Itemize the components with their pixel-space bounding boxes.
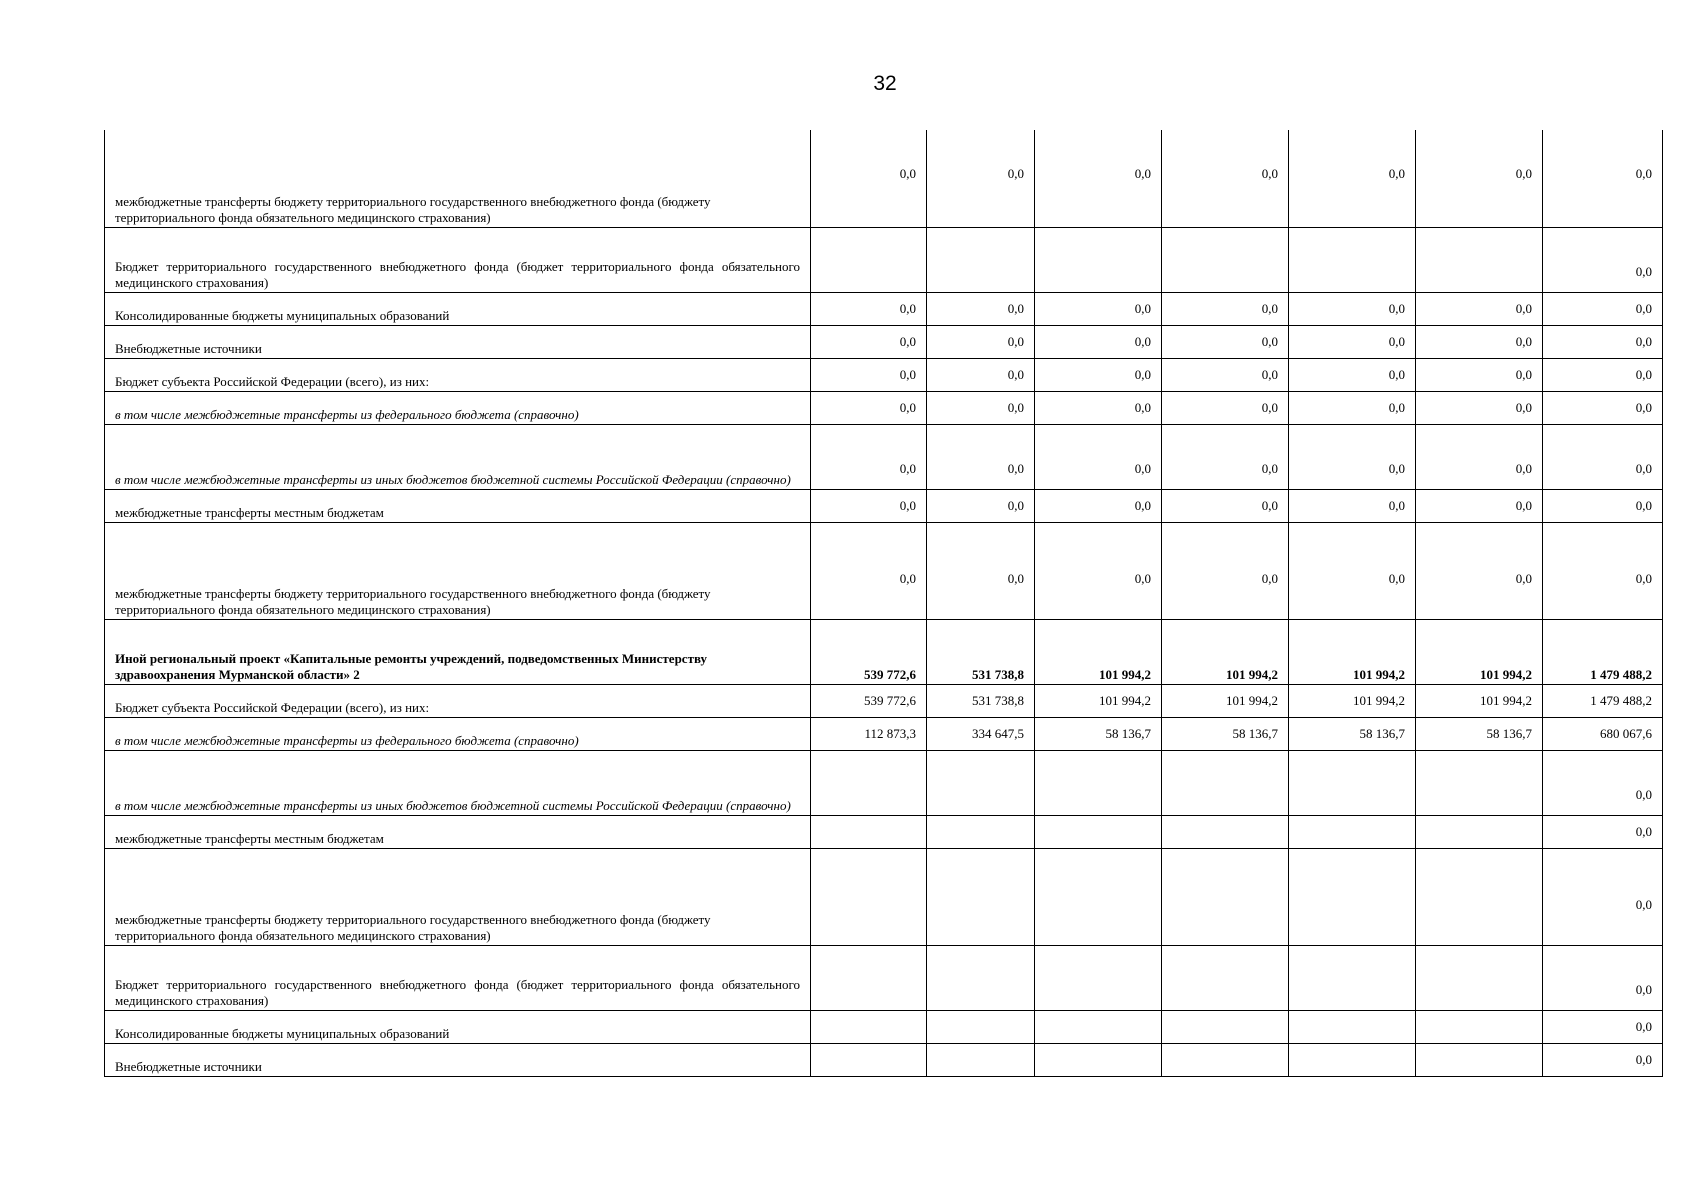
value-cell bbox=[1035, 945, 1162, 1010]
value-cell bbox=[1162, 227, 1289, 292]
value-cell: 0,0 bbox=[1035, 424, 1162, 489]
value-cell: 0,0 bbox=[1289, 325, 1416, 358]
table-row bbox=[105, 1043, 1663, 1076]
row-label: Консолидированные бюджеты муниципальных образований bbox=[105, 1010, 811, 1043]
table-row bbox=[105, 717, 1663, 750]
value-cell: 101 994,2 bbox=[1289, 684, 1416, 717]
value-cell: 0,0 bbox=[1035, 325, 1162, 358]
value-cell: 0,0 bbox=[1289, 130, 1416, 227]
row-label: Консолидированные бюджеты муниципальных образований bbox=[105, 292, 811, 325]
value-cell: 101 994,2 bbox=[1289, 619, 1416, 684]
value-cell bbox=[811, 227, 927, 292]
row-label: межбюджетные трансферты местным бюджетам bbox=[105, 815, 811, 848]
row-label: в том числе межбюджетные трансферты из федерального бюджета (справочно) bbox=[105, 717, 811, 750]
table-row bbox=[105, 325, 1663, 358]
table-row bbox=[105, 358, 1663, 391]
value-cell bbox=[811, 945, 927, 1010]
value-cell bbox=[927, 815, 1035, 848]
value-cell: 0,0 bbox=[1543, 227, 1663, 292]
value-cell bbox=[1035, 1043, 1162, 1076]
value-cell bbox=[1289, 750, 1416, 815]
value-cell: 680 067,6 bbox=[1543, 717, 1663, 750]
page-number: 32 bbox=[873, 72, 897, 95]
value-cell bbox=[927, 1010, 1035, 1043]
value-cell: 0,0 bbox=[1543, 325, 1663, 358]
row-label: межбюджетные трансферты бюджету территориального государственного внебюджетного фонда (бюджету территориального фонда обязательного медицинского страхования) bbox=[105, 848, 811, 945]
value-cell: 0,0 bbox=[1162, 325, 1289, 358]
value-cell bbox=[1035, 750, 1162, 815]
value-cell: 0,0 bbox=[1035, 292, 1162, 325]
table-row bbox=[105, 522, 1663, 619]
value-cell: 0,0 bbox=[1543, 424, 1663, 489]
value-cell: 0,0 bbox=[1289, 391, 1416, 424]
value-cell: 0,0 bbox=[1416, 130, 1543, 227]
value-cell bbox=[1162, 1010, 1289, 1043]
value-cell: 0,0 bbox=[1543, 1043, 1663, 1076]
value-cell: 0,0 bbox=[811, 325, 927, 358]
value-cell: 0,0 bbox=[1416, 325, 1543, 358]
value-cell bbox=[1289, 945, 1416, 1010]
table-row bbox=[105, 489, 1663, 522]
value-cell: 0,0 bbox=[1289, 522, 1416, 619]
value-cell bbox=[1416, 848, 1543, 945]
value-cell bbox=[1289, 815, 1416, 848]
value-cell: 101 994,2 bbox=[1416, 684, 1543, 717]
value-cell: 0,0 bbox=[1543, 848, 1663, 945]
value-cell bbox=[927, 750, 1035, 815]
value-cell: 0,0 bbox=[1162, 358, 1289, 391]
value-cell: 58 136,7 bbox=[1416, 717, 1543, 750]
value-cell: 0,0 bbox=[1035, 489, 1162, 522]
table-row bbox=[105, 815, 1663, 848]
row-label: Бюджет субъекта Российской Федерации (всего), из них: bbox=[105, 684, 811, 717]
value-cell: 0,0 bbox=[1543, 391, 1663, 424]
value-cell: 0,0 bbox=[927, 391, 1035, 424]
value-cell bbox=[1035, 848, 1162, 945]
row-label: Бюджет территориального государственного внебюджетного фонда (бюджет территориального фонда обязательного медицинского страхования) bbox=[105, 945, 811, 1010]
value-cell bbox=[1289, 1010, 1416, 1043]
value-cell bbox=[1162, 750, 1289, 815]
value-cell: 101 994,2 bbox=[1162, 684, 1289, 717]
value-cell bbox=[1035, 227, 1162, 292]
value-cell: 0,0 bbox=[1416, 391, 1543, 424]
value-cell bbox=[1416, 750, 1543, 815]
value-cell: 531 738,8 bbox=[927, 684, 1035, 717]
value-cell: 0,0 bbox=[1416, 522, 1543, 619]
value-cell: 0,0 bbox=[1543, 1010, 1663, 1043]
row-label: в том числе межбюджетные трансферты из иных бюджетов бюджетной системы Российской Федерации (справочно) bbox=[105, 424, 811, 489]
value-cell: 0,0 bbox=[1543, 815, 1663, 848]
row-label: Внебюджетные источники bbox=[105, 1043, 811, 1076]
value-cell: 58 136,7 bbox=[1035, 717, 1162, 750]
value-cell: 101 994,2 bbox=[1035, 684, 1162, 717]
value-cell: 0,0 bbox=[811, 292, 927, 325]
value-cell: 0,0 bbox=[1543, 358, 1663, 391]
budget-table bbox=[104, 130, 1663, 1077]
value-cell: 0,0 bbox=[927, 522, 1035, 619]
value-cell: 0,0 bbox=[1035, 391, 1162, 424]
value-cell: 0,0 bbox=[1416, 292, 1543, 325]
value-cell bbox=[811, 1010, 927, 1043]
value-cell bbox=[811, 848, 927, 945]
value-cell: 101 994,2 bbox=[1416, 619, 1543, 684]
row-label: межбюджетные трансферты местным бюджетам bbox=[105, 489, 811, 522]
value-cell: 0,0 bbox=[1162, 489, 1289, 522]
table-row bbox=[105, 848, 1663, 945]
table-row bbox=[105, 750, 1663, 815]
value-cell bbox=[811, 815, 927, 848]
value-cell bbox=[927, 848, 1035, 945]
value-cell: 0,0 bbox=[1543, 292, 1663, 325]
value-cell: 0,0 bbox=[1035, 130, 1162, 227]
value-cell: 0,0 bbox=[1416, 424, 1543, 489]
value-cell bbox=[927, 227, 1035, 292]
value-cell: 0,0 bbox=[811, 522, 927, 619]
value-cell: 0,0 bbox=[1035, 522, 1162, 619]
row-label: в том числе межбюджетные трансферты из иных бюджетов бюджетной системы Российской Федерации (справочно) bbox=[105, 750, 811, 815]
table-row bbox=[105, 619, 1663, 684]
value-cell: 0,0 bbox=[927, 424, 1035, 489]
value-cell: 101 994,2 bbox=[1162, 619, 1289, 684]
value-cell: 1 479 488,2 bbox=[1543, 619, 1663, 684]
row-label: межбюджетные трансферты бюджету территориального государственного внебюджетного фонда (бюджету территориального фонда обязательного медицинского страхования) bbox=[105, 130, 811, 227]
value-cell bbox=[1416, 1043, 1543, 1076]
value-cell: 0,0 bbox=[927, 358, 1035, 391]
value-cell: 0,0 bbox=[811, 358, 927, 391]
value-cell bbox=[1416, 1010, 1543, 1043]
value-cell: 0,0 bbox=[1543, 750, 1663, 815]
value-cell: 0,0 bbox=[1162, 292, 1289, 325]
value-cell: 0,0 bbox=[1289, 489, 1416, 522]
value-cell bbox=[927, 1043, 1035, 1076]
value-cell bbox=[811, 1043, 927, 1076]
value-cell: 0,0 bbox=[1543, 489, 1663, 522]
value-cell: 0,0 bbox=[1543, 522, 1663, 619]
value-cell: 0,0 bbox=[1416, 489, 1543, 522]
value-cell bbox=[1289, 1043, 1416, 1076]
table-row bbox=[105, 424, 1663, 489]
value-cell bbox=[811, 750, 927, 815]
value-cell bbox=[1416, 227, 1543, 292]
value-cell bbox=[1289, 848, 1416, 945]
value-cell: 112 873,3 bbox=[811, 717, 927, 750]
value-cell bbox=[1416, 815, 1543, 848]
value-cell: 1 479 488,2 bbox=[1543, 684, 1663, 717]
value-cell: 0,0 bbox=[1035, 358, 1162, 391]
row-label: в том числе межбюджетные трансферты из федерального бюджета (справочно) bbox=[105, 391, 811, 424]
value-cell: 0,0 bbox=[1162, 391, 1289, 424]
table-row bbox=[105, 227, 1663, 292]
value-cell: 539 772,6 bbox=[811, 684, 927, 717]
value-cell: 0,0 bbox=[927, 130, 1035, 227]
value-cell bbox=[1289, 227, 1416, 292]
row-label: Иной региональный проект «Капитальные ремонты учреждений, подведомственных Министерству здравоохранения Мурманской области» 2 bbox=[105, 619, 811, 684]
value-cell: 58 136,7 bbox=[1289, 717, 1416, 750]
value-cell: 0,0 bbox=[1289, 424, 1416, 489]
value-cell: 0,0 bbox=[811, 130, 927, 227]
value-cell bbox=[1162, 848, 1289, 945]
value-cell: 0,0 bbox=[1162, 424, 1289, 489]
value-cell: 0,0 bbox=[811, 424, 927, 489]
table-row bbox=[105, 1010, 1663, 1043]
table-row bbox=[105, 292, 1663, 325]
value-cell bbox=[1162, 945, 1289, 1010]
value-cell: 0,0 bbox=[1543, 130, 1663, 227]
value-cell bbox=[927, 945, 1035, 1010]
value-cell bbox=[1035, 815, 1162, 848]
row-label: межбюджетные трансферты бюджету территориального государственного внебюджетного фонда (бюджету территориального фонда обязательного медицинского страхования) bbox=[105, 522, 811, 619]
table-row bbox=[105, 391, 1663, 424]
value-cell: 0,0 bbox=[1162, 130, 1289, 227]
table-row bbox=[105, 945, 1663, 1010]
value-cell bbox=[1162, 815, 1289, 848]
value-cell bbox=[1162, 1043, 1289, 1076]
value-cell: 0,0 bbox=[811, 391, 927, 424]
budget-table-body bbox=[105, 130, 1663, 1076]
row-label: Внебюджетные источники bbox=[105, 325, 811, 358]
value-cell: 0,0 bbox=[927, 489, 1035, 522]
value-cell: 0,0 bbox=[1162, 522, 1289, 619]
value-cell: 0,0 bbox=[1416, 358, 1543, 391]
value-cell: 0,0 bbox=[1289, 358, 1416, 391]
table-row bbox=[105, 130, 1663, 227]
value-cell: 0,0 bbox=[1543, 945, 1663, 1010]
value-cell bbox=[1035, 1010, 1162, 1043]
row-label: Бюджет территориального государственного внебюджетного фонда (бюджет территориального фонда обязательного медицинского страхования) bbox=[105, 227, 811, 292]
value-cell: 101 994,2 bbox=[1035, 619, 1162, 684]
table-row bbox=[105, 684, 1663, 717]
value-cell: 0,0 bbox=[927, 325, 1035, 358]
value-cell: 334 647,5 bbox=[927, 717, 1035, 750]
value-cell: 0,0 bbox=[811, 489, 927, 522]
row-label: Бюджет субъекта Российской Федерации (всего), из них: bbox=[105, 358, 811, 391]
value-cell: 0,0 bbox=[1289, 292, 1416, 325]
value-cell: 531 738,8 bbox=[927, 619, 1035, 684]
value-cell: 539 772,6 bbox=[811, 619, 927, 684]
value-cell: 58 136,7 bbox=[1162, 717, 1289, 750]
value-cell bbox=[1416, 945, 1543, 1010]
value-cell: 0,0 bbox=[927, 292, 1035, 325]
